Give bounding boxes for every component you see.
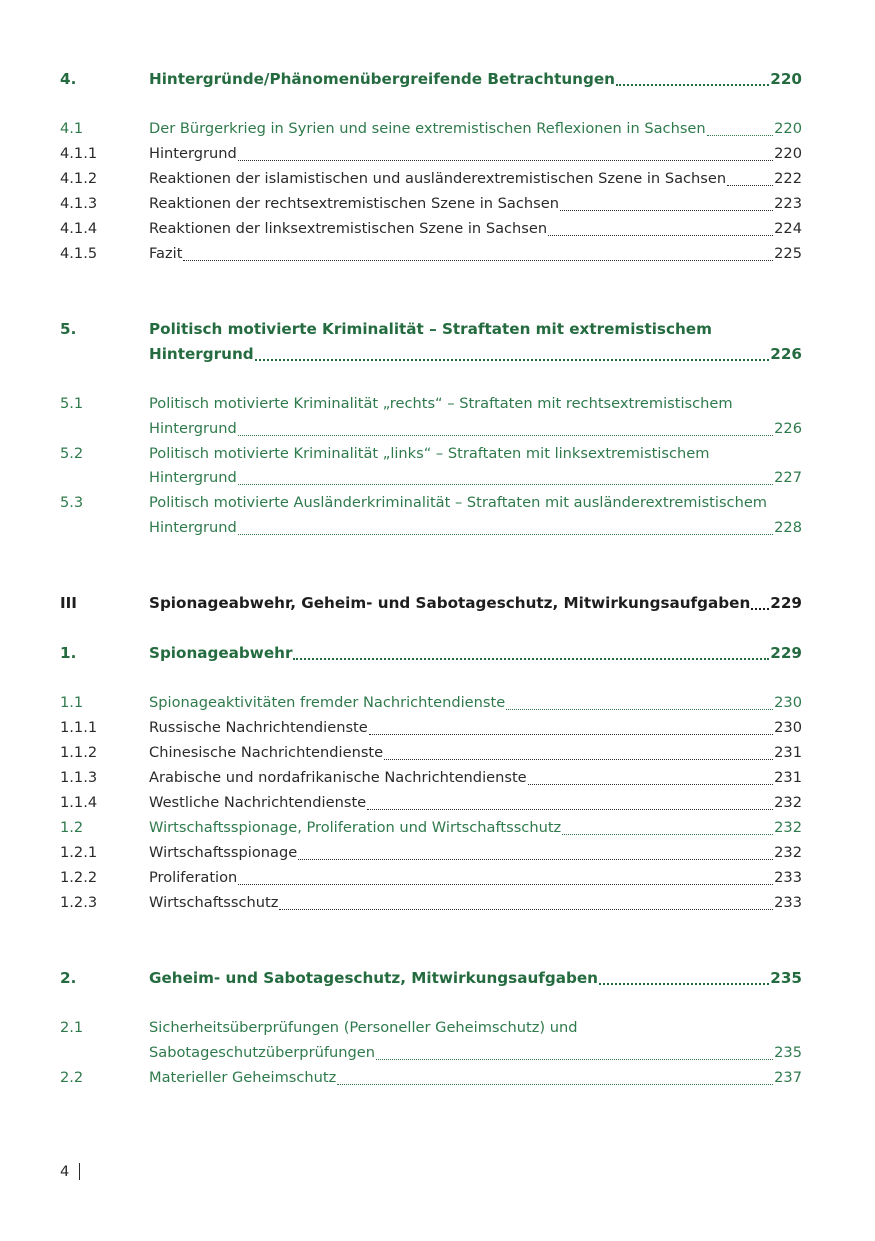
entry-number: 1.: [60, 644, 77, 662]
entry-title: Politisch motivierte Kriminalität „rechts“ – Straftaten mit rechtsextremistischem: [149, 395, 733, 412]
entry-title: Hintergrund: [149, 519, 237, 536]
entry-page: 237: [774, 1069, 802, 1086]
dot-leader: [255, 359, 770, 361]
dot-leader: [337, 1084, 773, 1085]
entry-title: Arabische und nordafrikanische Nachrichtendienste: [149, 769, 527, 786]
entry-title: Russische Nachrichtendienste: [149, 719, 368, 736]
dot-leader: [238, 160, 773, 161]
entry-page: 228: [774, 519, 802, 536]
entry-title: Politisch motivierte Kriminalität „links“ – Straftaten mit linksextremistischem: [149, 445, 710, 462]
entry-page: 235: [770, 969, 802, 987]
dot-leader: [183, 260, 773, 261]
entry-page: 233: [774, 894, 802, 911]
dot-leader: [238, 534, 773, 535]
entry-title: Materieller Geheimschutz: [149, 1069, 337, 1086]
entry-number: 1.1.2: [60, 744, 98, 761]
dot-leader: [560, 210, 773, 211]
dot-leader: [369, 734, 773, 735]
entry-number: 5.2: [60, 445, 84, 462]
entry-number: 2.2: [60, 1069, 84, 1086]
dot-leader: [376, 1059, 773, 1060]
entry-page: 229: [770, 644, 802, 662]
entry-number: 5.1: [60, 395, 84, 412]
dot-leader: [298, 859, 773, 860]
entry-number: 4.: [60, 70, 77, 88]
entry-number: 5.3: [60, 494, 84, 511]
entry-number: III: [60, 594, 77, 612]
entry-page: 231: [774, 769, 802, 786]
dot-leader: [707, 135, 773, 136]
entry-title: Wirtschaftsschutz: [149, 894, 279, 911]
dot-leader: [528, 784, 773, 785]
entry-number: 1.1.3: [60, 769, 98, 786]
entry-number: 4.1.3: [60, 195, 98, 212]
entry-number: 4.1.5: [60, 245, 98, 262]
entry-title: Geheim- und Sabotageschutz, Mitwirkungsaufgaben: [149, 969, 598, 987]
entry-page: 220: [770, 70, 802, 88]
entry-page: 235: [774, 1044, 802, 1061]
entry-page: 220: [774, 120, 802, 137]
entry-number: 1.1.1: [60, 719, 98, 736]
entry-number: 4.1.2: [60, 170, 98, 187]
dot-leader: [367, 809, 773, 810]
dot-leader: [599, 983, 769, 985]
entry-title: Hintergründe/Phänomenübergreifende Betrachtungen: [149, 70, 615, 88]
entry-number: 2.1: [60, 1019, 84, 1036]
page-footer: [60, 1163, 80, 1180]
entry-page: 232: [774, 819, 802, 836]
entry-title: Fazit: [149, 245, 183, 262]
entry-page: 229: [770, 594, 802, 612]
entry-title: Hintergrund: [149, 345, 254, 363]
footer-divider: [79, 1163, 80, 1180]
entry-title: Hintergrund: [149, 145, 237, 162]
dot-leader: [384, 759, 773, 760]
entry-number: 1.2.3: [60, 894, 98, 911]
entry-number: 1.1: [60, 694, 84, 711]
dot-leader: [751, 608, 769, 610]
entry-title: Spionageabwehr, Geheim- und Sabotageschutz, Mitwirkungsaufgaben: [149, 594, 751, 612]
entry-title: Reaktionen der linksextremistischen Szene in Sachsen: [149, 220, 548, 237]
entry-title: Spionageaktivitäten fremder Nachrichtendienste: [149, 694, 506, 711]
entry-title: Hintergrund: [149, 420, 237, 437]
entry-page: 232: [774, 844, 802, 861]
entry-title: Hintergrund: [149, 469, 237, 486]
entry-number: 5.: [60, 320, 77, 338]
dot-leader: [293, 658, 769, 660]
entry-page: 223: [774, 195, 802, 212]
entry-page: 225: [774, 245, 802, 262]
entry-page: 233: [774, 869, 802, 886]
entry-page: 230: [774, 694, 802, 711]
entry-page: 220: [774, 145, 802, 162]
entry-title: Proliferation: [149, 869, 238, 886]
entry-page: 226: [774, 420, 802, 437]
entry-page: 222: [774, 170, 802, 187]
entry-number: 4.1.1: [60, 145, 98, 162]
entry-number: 1.2: [60, 819, 84, 836]
entry-page: 231: [774, 744, 802, 761]
dot-leader: [506, 709, 773, 710]
dot-leader: [238, 484, 773, 485]
entry-title: Reaktionen der islamistischen und ausländerextremistischen Szene in Sachsen: [149, 170, 727, 187]
dot-leader: [548, 235, 773, 236]
entry-title: Sicherheitsüberprüfungen (Personeller Geheimschutz) und: [149, 1019, 578, 1036]
entry-number: 1.2.2: [60, 869, 98, 886]
entry-page: 224: [774, 220, 802, 237]
entry-title: Wirtschaftsspionage, Proliferation und Wirtschaftsschutz: [149, 819, 562, 836]
entry-title: Spionageabwehr: [149, 644, 293, 662]
entry-title: Politisch motivierte Kriminalität – Straftaten mit extremistischem: [149, 320, 712, 338]
entry-number: 4.1: [60, 120, 84, 137]
dot-leader: [238, 435, 773, 436]
entry-number: 1.1.4: [60, 794, 98, 811]
entry-page: 226: [770, 345, 802, 363]
entry-number: 2.: [60, 969, 77, 987]
entry-title: Chinesische Nachrichtendienste: [149, 744, 384, 761]
entry-title: Wirtschaftsspionage: [149, 844, 298, 861]
dot-leader: [727, 185, 773, 186]
dot-leader: [616, 84, 769, 86]
entry-title: Reaktionen der rechtsextremistischen Szene in Sachsen: [149, 195, 559, 212]
entry-title: Sabotageschutzüberprüfungen: [149, 1044, 375, 1061]
entry-number: 4.1.4: [60, 220, 98, 237]
entry-title: Der Bürgerkrieg in Syrien und seine extremistischen Reflexionen in Sachsen: [149, 120, 706, 137]
dot-leader: [238, 884, 773, 885]
entry-page: 227: [774, 469, 802, 486]
entry-title: Politisch motivierte Ausländerkriminalität – Straftaten mit ausländerextremistischem: [149, 494, 768, 511]
dot-leader: [562, 834, 773, 835]
entry-page: 232: [774, 794, 802, 811]
entry-title: Westliche Nachrichtendienste: [149, 794, 367, 811]
page-number: 4: [60, 1163, 70, 1180]
entry-page: 230: [774, 719, 802, 736]
entry-number: 1.2.1: [60, 844, 98, 861]
dot-leader: [279, 909, 773, 910]
